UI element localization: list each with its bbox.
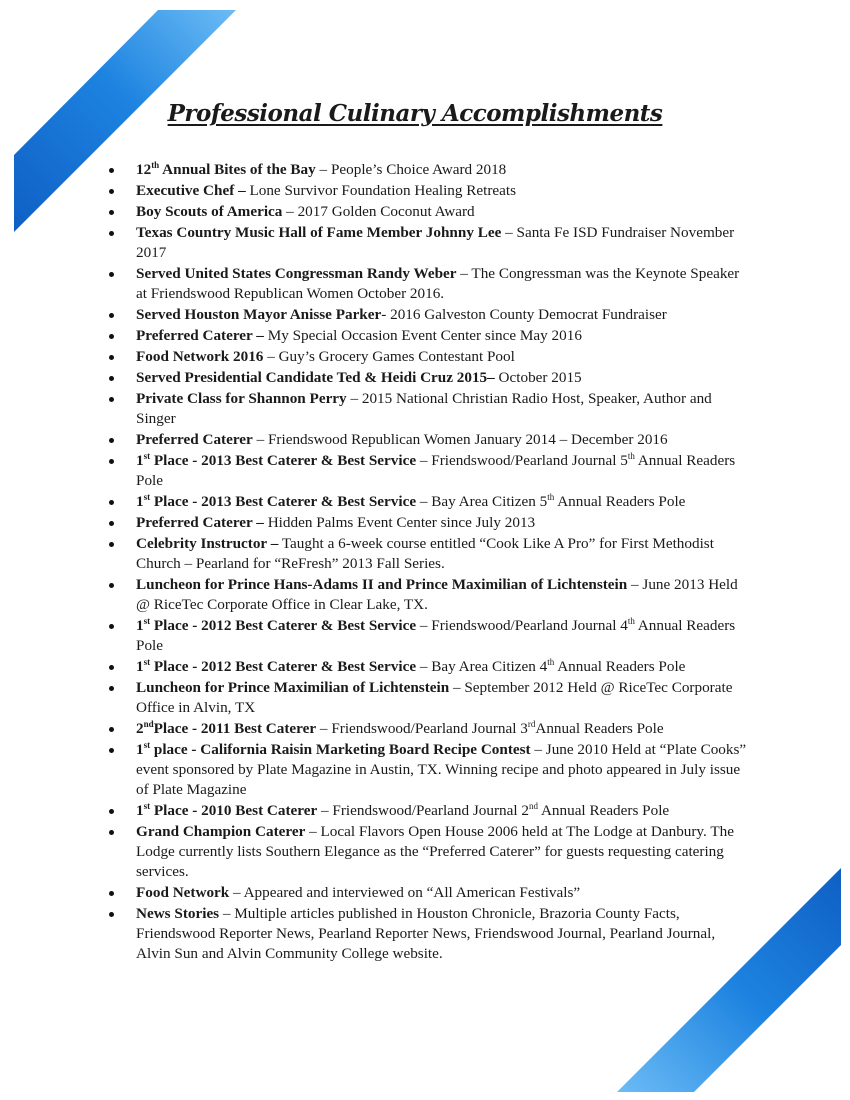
bullet-icon [109,748,114,753]
list-item [109,719,749,739]
item-description [316,720,663,737]
item-description [381,306,667,323]
text-segment: Luncheon for Prince Hans-Adams II and Prince Maximilian of Lichtenstein [136,576,628,593]
item-heading [136,884,229,901]
list-item [109,616,749,656]
bullet-icon [109,168,114,173]
text-segment: – Friendswood/Pearland Journal 4 [416,617,628,634]
list-item [109,160,749,180]
item-heading [136,224,501,241]
item-heading [136,390,347,407]
text-segment: – Friendswood/Pearland Journal 3 [316,720,528,737]
list-item [109,305,749,325]
list-item [109,223,749,263]
text-segment: Lone Survivor Foundation Healing Retreats [245,182,517,199]
page-title: Professional Culinary Accomplishments [167,100,663,127]
text-segment: 1 [136,802,144,819]
item-description [282,203,474,220]
item-heading [136,576,627,593]
item-description [136,905,715,962]
list-item [109,801,749,821]
text-segment: 12 [136,161,152,178]
list-item [109,430,749,450]
bullet-icon [109,500,114,505]
item-heading [136,823,305,840]
bullet-icon [109,891,114,896]
bullet-icon [109,272,114,277]
text-segment: Food Network [136,884,230,901]
text-segment: – Multiple articles published in Houston Chronicle, Brazoria County Facts, Friendswood Reporter News, Pearland Reporter News, Friendswood Journal, Pearland Journal, Alvin Sun and Alvin Community College website. [136,905,716,962]
item-description [229,884,580,901]
item-heading [136,679,449,696]
text-segment: 1 [136,741,144,758]
text-segment: Taught a 6-week course entitled “Cook Like A Pro” for First Methodist Church – Pearland for “ReFresh” 2013 Fall Series. [136,535,714,572]
text-segment: – 2015 National Christian Radio Host, Speaker, Author and Singer [136,390,712,427]
text-segment: – Bay Area Citizen 4 [416,658,548,675]
text-segment: – Friendswood Republican Women January 2014 – December 2016 [252,431,668,448]
bullet-icon [109,313,114,318]
item-heading [136,720,316,737]
text-segment: Preferred Caterer [136,431,253,448]
list-item [109,451,749,491]
item-description [416,493,685,510]
text-segment: Grand Champion Caterer [136,823,306,840]
bullet-icon [109,521,114,526]
text-segment: – Appeared and interviewed on “All American Festivals” [229,884,581,901]
bullet-icon [109,686,114,691]
list-item [109,389,749,429]
list-item [109,575,749,615]
bullet-icon [109,355,114,360]
list-item [109,181,749,201]
item-heading [136,348,263,365]
list-item [109,740,749,800]
text-segment: – Friendswood/Pearland Journal 5 [416,452,628,469]
text-segment: Served Houston Mayor Anisse Parker [136,306,382,323]
text-segment: – 2017 Golden Coconut Award [282,203,475,220]
text-segment: Place - 2013 Best Caterer & Best Service [150,493,417,510]
item-description [416,658,685,675]
list-item [109,202,749,222]
bullet-icon [109,665,114,670]
text-segment: – Local Flavors Open House 2006 held at The Lodge at Danbury. The Lodge currently lists Southern Elegance as the “Preferred Caterer” for guests requesting catering services. [136,823,734,880]
superscript: th [151,159,160,170]
bullet-icon [109,397,114,402]
bullet-icon [109,624,114,629]
text-segment: Annual Readers Pole [537,802,670,819]
superscript: st [143,615,151,626]
accomplishments-list [109,160,749,965]
item-description [495,369,582,386]
superscript: rd [527,718,536,729]
item-heading [136,369,495,386]
list-item [109,326,749,346]
list-item [109,534,749,574]
bullet-icon [109,727,114,732]
text-segment: Place - 2013 Best Caterer & Best Service [150,452,417,469]
item-heading [136,535,278,552]
superscript: st [143,656,151,667]
text-segment: Preferred Caterer – [136,514,264,531]
item-description [253,431,668,448]
list-item [109,678,749,718]
text-segment: Celebrity Instructor – [136,535,279,552]
item-heading [136,161,316,178]
superscript: nd [528,800,538,811]
text-segment: Place - 2012 Best Caterer & Best Service [150,658,417,675]
bullet-icon [109,459,114,464]
text-segment: – The Congressman was the Keynote Speaker at Friendswood Republican Women October 2016. [136,265,740,302]
text-segment: My Special Occasion Event Center since May 2016 [263,327,582,344]
item-description [316,161,507,178]
text-segment: News Stories [136,905,220,922]
text-segment: – June 2013 Held @ RiceTec Corporate Office in Clear Lake, TX. [136,576,738,613]
bullet-icon [109,583,114,588]
bullet-icon [109,438,114,443]
text-segment: – Santa Fe ISD Fundraiser November 2017 [136,224,735,261]
item-heading [136,452,416,469]
bullet-icon [109,231,114,236]
text-segment: 1 [136,452,144,469]
text-segment: – Bay Area Citizen 5 [416,493,548,510]
text-segment: place - California Raisin Marketing Board Recipe Contest [150,741,531,758]
text-segment: – June 2010 Held at “Plate Cooks” event sponsored by Plate Magazine in Austin, TX. Winning recipe and photo appeared in July issue of Plate Magazine [136,741,747,798]
item-heading [136,905,219,922]
item-heading [136,431,253,448]
text-segment: Annual Readers Pole [136,617,736,654]
text-segment: Annual Readers Pole [136,452,736,489]
text-segment: – Friendswood/Pearland Journal 2 [317,802,529,819]
text-segment: Place - 2012 Best Caterer & Best Service [150,617,417,634]
text-segment: Place - 2010 Best Caterer [150,802,318,819]
bullet-icon [109,912,114,917]
text-segment: Hidden Palms Event Center since July 2013 [263,514,536,531]
text-segment: Annual Readers Pole [554,658,686,675]
bullet-icon [109,210,114,215]
text-segment: Annual Readers Pole [535,720,664,737]
text-segment: 1 [136,617,144,634]
text-segment: 1 [136,658,144,675]
list-item [109,368,749,388]
item-heading [136,203,282,220]
text-segment: – Guy’s Grocery Games Contestant Pool [263,348,515,365]
text-segment: – People’s Choice Award 2018 [315,161,507,178]
list-item [109,347,749,367]
item-heading [136,182,246,199]
list-item [109,264,749,304]
superscript: nd [143,718,154,729]
item-heading [136,306,381,323]
text-segment: 2 [136,720,144,737]
bullet-icon [109,376,114,381]
text-segment: Annual Readers Pole [554,493,686,510]
list-item [109,492,749,512]
superscript: th [627,450,635,461]
item-heading [136,741,531,758]
item-heading [136,265,457,282]
item-heading [136,802,317,819]
superscript: st [143,491,151,502]
text-segment: October 2015 [494,369,582,386]
text-segment: Luncheon for Prince Maximilian of Lichtenstein [136,679,450,696]
superscript: st [143,800,151,811]
text-segment: – September 2012 Held @ RiceTec Corporate Office in Alvin, TX [136,679,733,716]
text-segment: Preferred Caterer – [136,327,264,344]
text-segment: Texas Country Music Hall of Fame Member Johnny Lee [136,224,502,241]
text-segment: Annual Bites of the Bay [159,161,316,178]
bullet-icon [109,542,114,547]
item-heading [136,658,416,675]
text-segment: Served United States Congressman Randy Weber [136,265,457,282]
text-segment: Served Presidential Candidate Ted & Heidi Cruz 2015– [136,369,495,386]
bullet-icon [109,830,114,835]
item-heading [136,617,416,634]
bullet-icon [109,189,114,194]
list-item [109,904,749,964]
item-heading [136,327,264,344]
text-segment: Boy Scouts of America [136,203,283,220]
text-segment: Private Class for Shannon Perry [136,390,347,407]
text-segment: Executive Chef – [136,182,246,199]
text-segment: Food Network 2016 [136,348,264,365]
list-item [109,513,749,533]
item-description [263,348,514,365]
text-segment: - 2016 Galveston County Democrat Fundraiser [381,306,667,323]
text-segment: Place - 2011 Best Caterer [153,720,317,737]
superscript: st [143,739,151,750]
superscript: st [143,450,151,461]
item-heading [136,514,264,531]
list-item [109,883,749,903]
item-description [264,514,535,531]
list-item [109,822,749,882]
item-description [264,327,582,344]
superscript: th [547,656,555,667]
item-description [317,802,669,819]
text-segment: 1 [136,493,144,510]
item-heading [136,493,416,510]
list-item [109,657,749,677]
bullet-icon [109,809,114,814]
item-description [246,182,516,199]
superscript: th [547,491,555,502]
bullet-icon [109,334,114,339]
superscript: th [627,615,635,626]
